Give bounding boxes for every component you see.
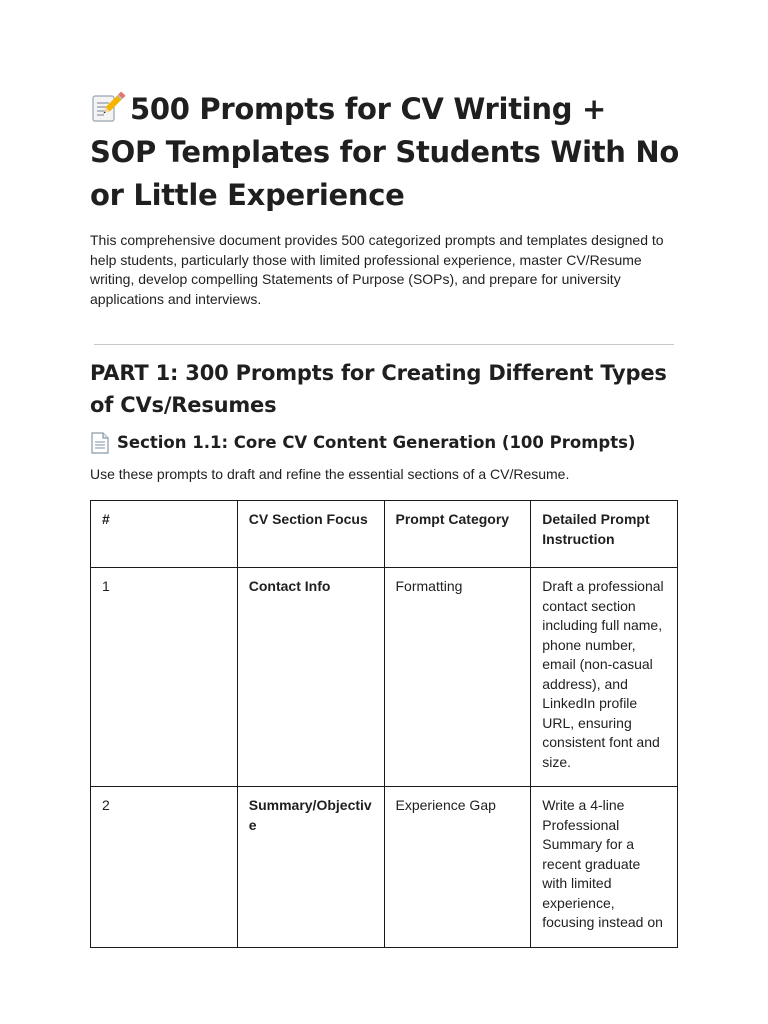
- cell-detailed-instruction: Write a 4-line Professional Summary for a recent graduate with limited experience, focusing instead on: [531, 787, 678, 948]
- part-1-heading: PART 1: 300 Prompts for Creating Different Types of CVs/Resumes: [90, 361, 667, 417]
- prompts-table-container: [90, 500, 682, 937]
- table-header-row: [91, 501, 678, 568]
- cell-prompt-category: Formatting: [384, 568, 531, 787]
- cell-number: 2: [91, 787, 238, 948]
- column-header-number: #: [91, 501, 238, 568]
- section-heading-text: Section 1.1: Core CV Content Generation (100 Prompts): [117, 433, 636, 452]
- cell-detailed-instruction: Draft a professional contact section including full name, phone number, email (non-casual address), and LinkedIn profile URL, ensuring consistent font and size.: [531, 568, 678, 787]
- horizontal-divider: [94, 344, 674, 345]
- cell-section-focus: Summary/Objective: [237, 787, 384, 948]
- cell-number: 1: [91, 568, 238, 787]
- section-1-1-heading: [90, 430, 680, 456]
- cell-section-focus: Contact Info: [237, 568, 384, 787]
- document-page: [90, 88, 680, 937]
- intro-paragraph: This comprehensive document provides 500 categorized prompts and templates designed to help students, particularly those with limited professional experience, master CV/Resume writing, develop compelling Statements of Purpose (SOPs), and prepare for university applications and interviews.: [90, 232, 664, 307]
- table-row: [91, 568, 678, 787]
- page-facing-up-icon: [90, 432, 110, 454]
- column-header-section-focus: CV Section Focus: [237, 501, 384, 568]
- column-header-prompt-category: Prompt Category: [384, 501, 531, 568]
- document-title: [90, 88, 680, 217]
- memo-pencil-icon: [90, 91, 122, 123]
- prompts-table: [90, 500, 678, 948]
- document-title-text: 500 Prompts for CV Writing + SOP Templates for Students With No or Little Experience: [90, 92, 680, 212]
- column-header-detailed-instruction: Detailed Prompt Instruction: [531, 501, 678, 568]
- cell-prompt-category: Experience Gap: [384, 787, 531, 948]
- table-row: [91, 787, 678, 948]
- section-description: Use these prompts to draft and refine the essential sections of a CV/Resume.: [90, 466, 570, 482]
